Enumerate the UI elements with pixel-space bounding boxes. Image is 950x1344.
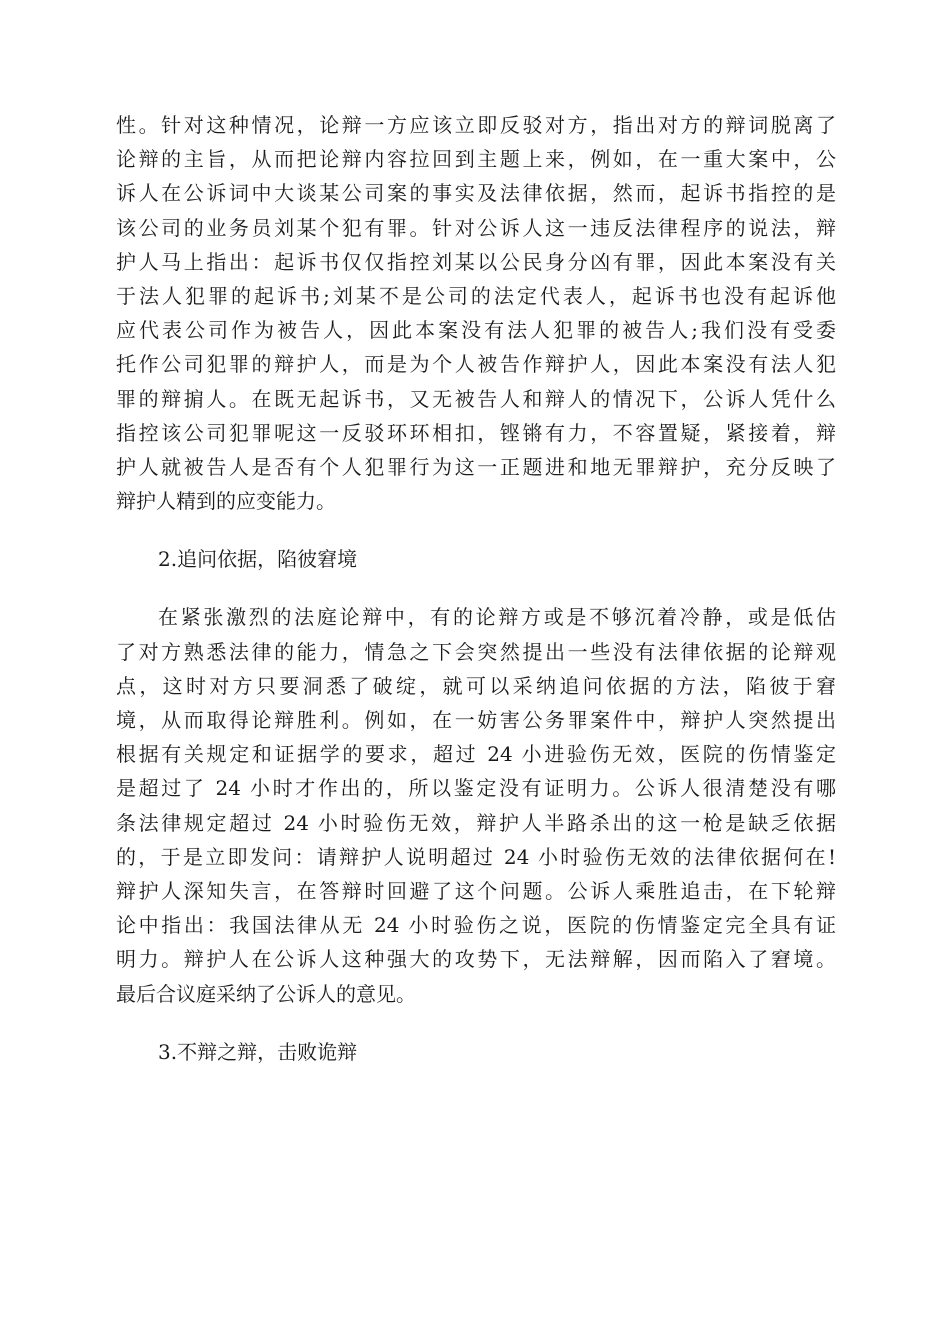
text-line: 是超过了 24 小时才作出的，所以鉴定没有证明力。公诉人很清楚没有哪 bbox=[116, 776, 836, 801]
text-line: 的，于是立即发问：请辩护人说明超过 24 小时验伤无效的法律依据何在! bbox=[116, 844, 836, 869]
text-line: 于法人犯罪的起诉书;刘某不是公司的法定代表人，起诉书也没有起诉他 bbox=[116, 283, 836, 308]
text-line: 托作公司犯罪的辩护人，而是为个人被告作辩护人，因此本案没有法人犯 bbox=[116, 352, 836, 377]
text-line: 罪的辩掮人。在既无起诉书，又无被告人和辩人的情况下，公诉人凭什么 bbox=[116, 386, 836, 411]
paragraph-1 bbox=[116, 108, 836, 518]
section-heading-2: 2.追问依据，陷彼窘境 bbox=[158, 547, 358, 572]
text-line: 条法律规定超过 24 小时验伤无效，辩护人半路杀出的这一枪是缺乏依据 bbox=[116, 810, 836, 835]
paragraph-spacer bbox=[116, 1011, 836, 1035]
paragraph-spacer bbox=[116, 576, 836, 600]
text-line: 了对方熟悉法律的能力，情急之下会突然提出一些没有法律依据的论辩观 bbox=[116, 639, 836, 664]
text-line: 性。针对这种情况，论辩一方应该立即反驳对方，指出对方的辩词脱离了 bbox=[116, 113, 836, 137]
document-page bbox=[116, 108, 836, 1069]
text-line: 指控该公司犯罪呢这一反驳环环相扣，铿锵有力，不容置疑，紧接着，辩 bbox=[116, 420, 836, 445]
paragraph-spacer bbox=[116, 518, 836, 542]
text-line: 点，这时对方只要洞悉了破绽，就可以采纳追问依据的方法，陷彼于窘 bbox=[116, 673, 836, 698]
text-line: 在紧张激烈的法庭论辩中，有的论辩方或是不够沉着冷静，或是低估 bbox=[158, 605, 836, 630]
text-line: 应代表公司作为被告人，因此本案没有法人犯罪的被告人;我们没有受委 bbox=[116, 318, 836, 343]
text-line: 辩护人深知失言，在答辩时回避了这个问题。公诉人乘胜追击，在下轮辩 bbox=[116, 878, 836, 903]
text-line: 诉人在公诉词中大谈某公司案的事实及法律依据，然而，起诉书指控的是 bbox=[116, 181, 836, 206]
paragraph-2 bbox=[116, 600, 836, 1010]
text-line: 最后合议庭采纳了公诉人的意见。 bbox=[116, 981, 416, 1006]
text-line: 护人马上指出：起诉书仅仅指控刘某以公民身分凶有罪，因此本案没有关 bbox=[116, 249, 836, 274]
text-line: 该公司的业务员刘某个犯有罪。针对公诉人这一违反法律程序的说法，辩 bbox=[116, 215, 836, 240]
text-line: 辩护人精到的应变能力。 bbox=[116, 489, 336, 514]
text-line: 论中指出：我国法律从无 24 小时验伤之说，医院的伤情鉴定完全具有证 bbox=[116, 913, 836, 938]
text-line: 护人就被告人是否有个人犯罪行为这一正题进和地无罪辩护，充分反映了 bbox=[116, 454, 836, 479]
text-line: 明力。辩护人在公诉人这种强大的攻势下，无法辩解，因而陷入了窘境。 bbox=[116, 947, 836, 972]
text-line: 根据有关规定和证据学的要求，超过 24 小进验伤无效，医院的伤情鉴定 bbox=[116, 742, 836, 767]
text-line: 境，从而取得论辩胜利。例如，在一妨害公务罪案件中，辩护人突然提出 bbox=[116, 708, 836, 732]
section-heading-3: 3.不辩之辩，击败诡辩 bbox=[158, 1039, 358, 1064]
text-line: 论辩的主旨，从而把论辩内容拉回到主题上来，例如，在一重大案中，公 bbox=[116, 147, 836, 172]
